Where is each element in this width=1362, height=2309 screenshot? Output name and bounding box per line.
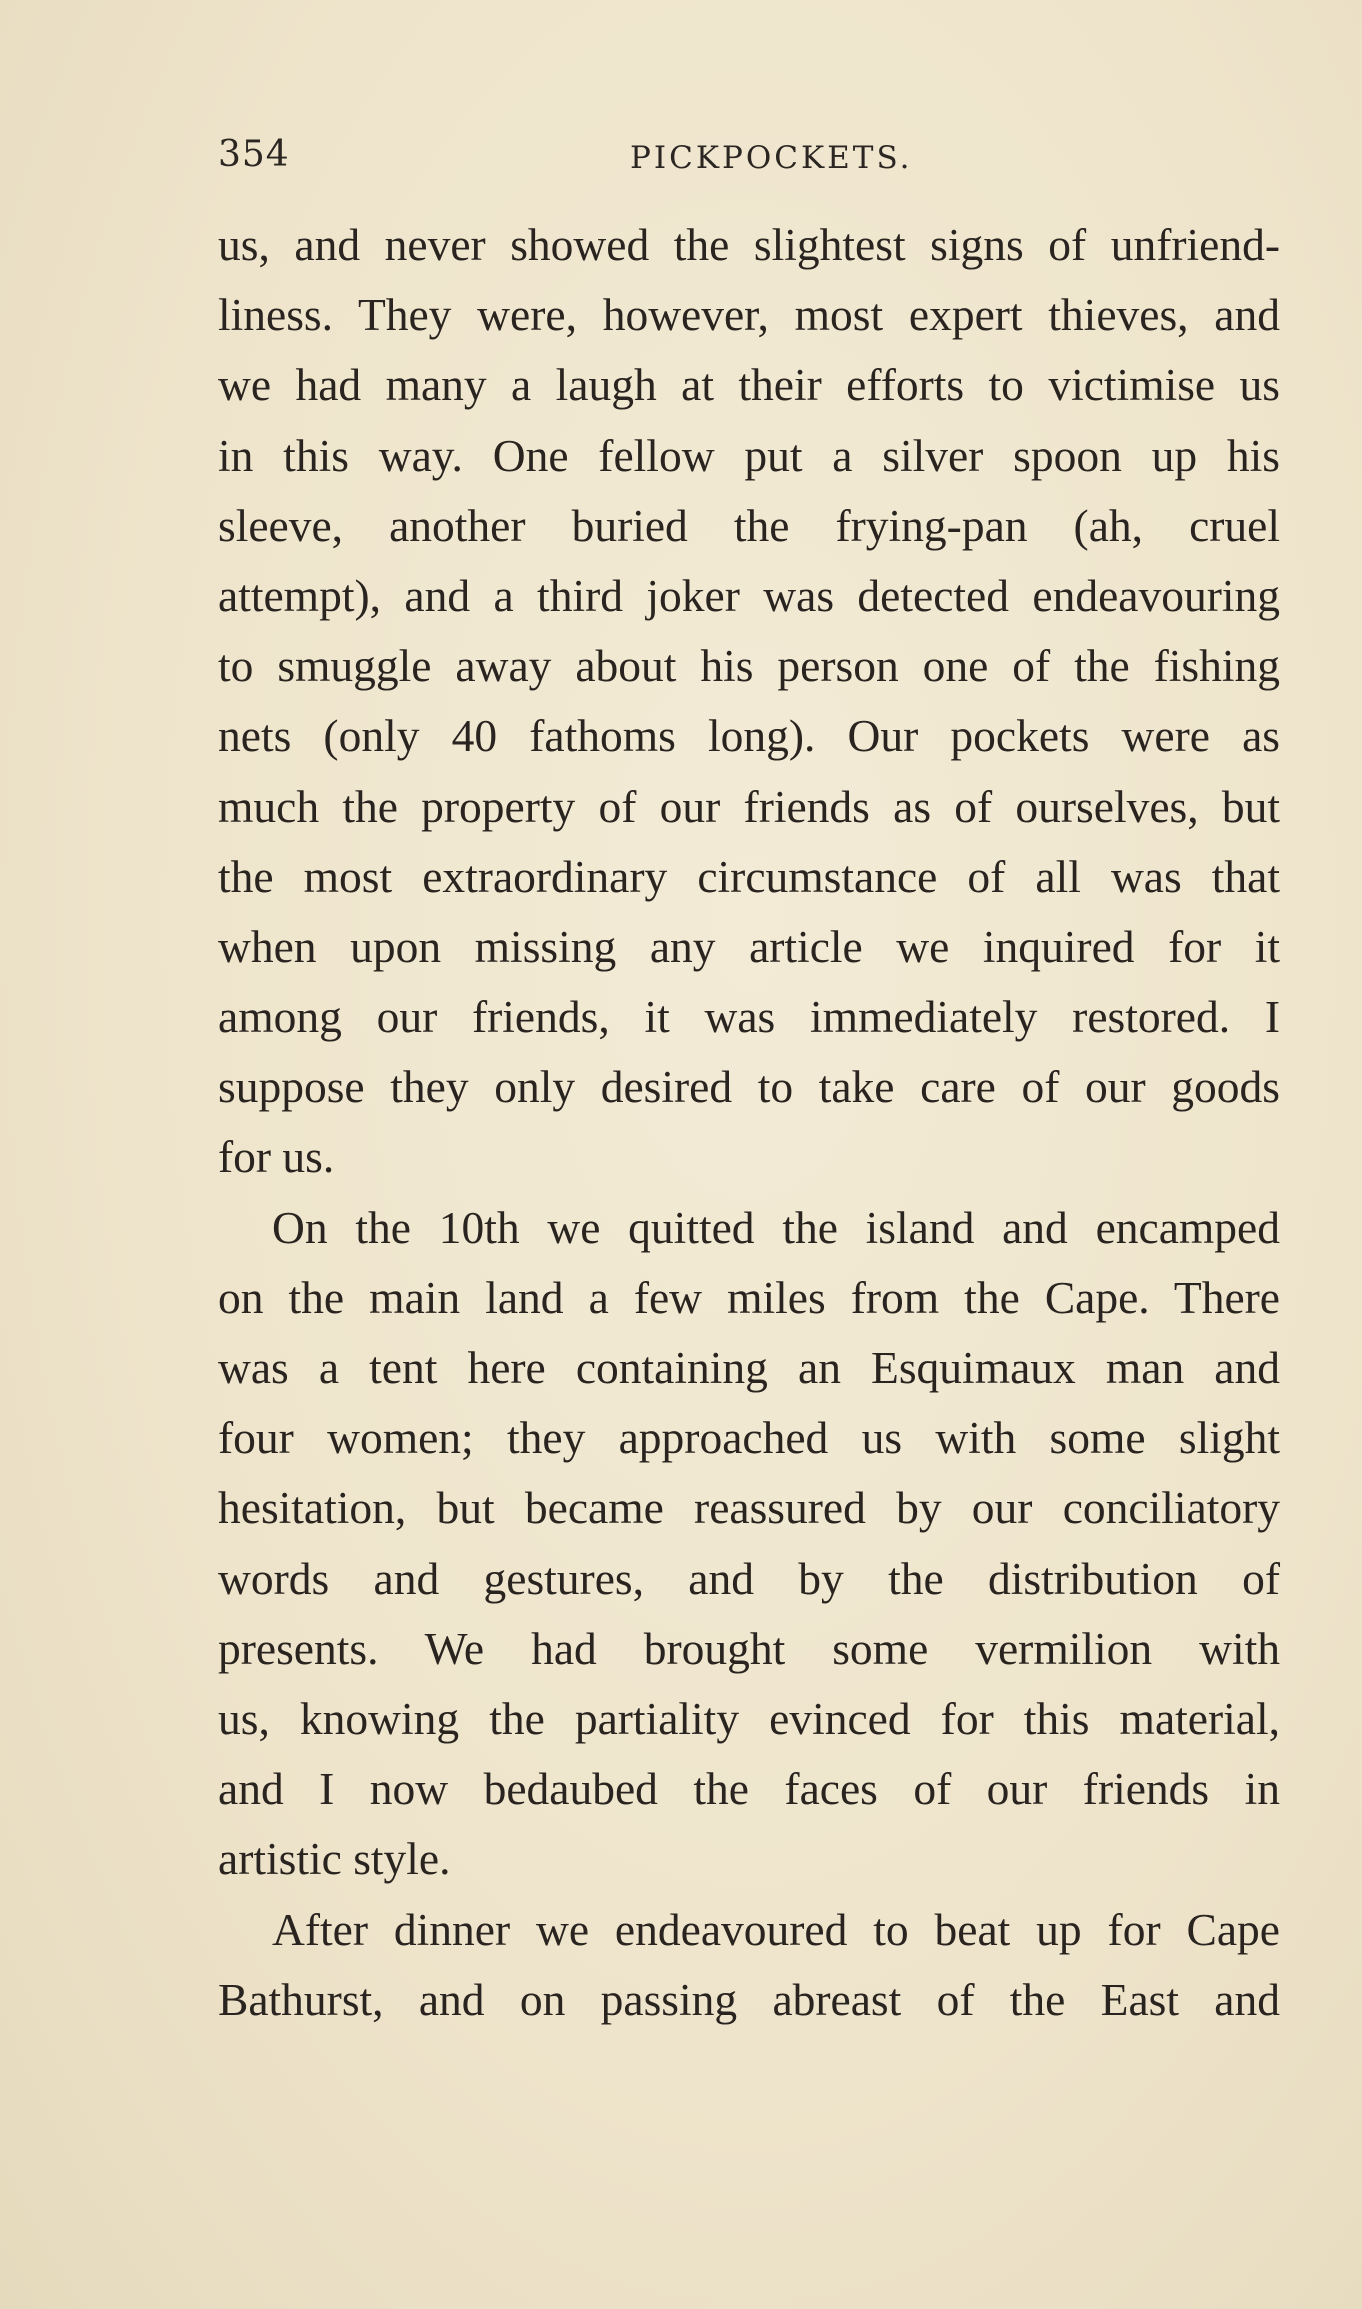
- text-line: artistic style.: [218, 1833, 451, 1885]
- text-line: words and gestures, and by the distribution of: [218, 1552, 1280, 1604]
- body-text: [218, 210, 1280, 2035]
- text-line: the most extraordinary circumstance of all was that: [218, 850, 1280, 902]
- text-line: on the main land a few miles from the Cape. There: [218, 1271, 1280, 1323]
- text-line: four women; they approached us with some slight: [218, 1412, 1280, 1464]
- text-line: us, and never showed the slightest signs of unfriend-: [218, 219, 1280, 270]
- running-head: [218, 128, 1280, 188]
- paragraph-2: [218, 1193, 1280, 1895]
- text-line: sleeve, another buried the frying-pan (ah, cruel: [218, 499, 1280, 551]
- text-line: Bathurst, and on passing abreast of the East and: [218, 1973, 1280, 2025]
- text-line: liness. They were, however, most expert thieves, and: [218, 289, 1280, 341]
- paragraph-1: [218, 210, 1280, 1193]
- text-line: in this way. One fellow put a silver spoon up his: [218, 429, 1280, 481]
- text-line: we had many a laugh at their efforts to victimise us: [218, 359, 1280, 411]
- running-title: PICKPOCKETS.: [630, 140, 913, 176]
- text-line: and I now bedaubed the faces of our friends in: [218, 1763, 1280, 1815]
- text-line: to smuggle away about his person one of the fishing: [218, 640, 1280, 692]
- text-line: when upon missing any article we inquired for it: [218, 920, 1280, 972]
- text-line: After dinner we endeavoured to beat up for Cape: [272, 1903, 1280, 1955]
- page-number: 354: [218, 134, 290, 175]
- text-line: much the property of our friends as of ourselves, but: [218, 780, 1280, 832]
- text-line: us, knowing the partiality evinced for this material,: [218, 1692, 1280, 1744]
- text-line: attempt), and a third joker was detected endeavouring: [218, 569, 1280, 621]
- text-line: suppose they only desired to take care of our goods: [218, 1061, 1280, 1113]
- text-line: presents. We had brought some vermilion with: [218, 1622, 1280, 1674]
- text-line: among our friends, it was immediately restored. I: [218, 991, 1280, 1043]
- text-line: nets (only 40 fathoms long). Our pockets were as: [218, 710, 1280, 762]
- text-line: for us.: [218, 1131, 335, 1183]
- text-line: was a tent here containing an Esquimaux man and: [218, 1342, 1280, 1393]
- text-line: hesitation, but became reassured by our conciliatory: [218, 1482, 1280, 1534]
- text-line: On the 10th we quitted the island and encamped: [272, 1201, 1280, 1253]
- paragraph-3: [218, 1895, 1280, 2035]
